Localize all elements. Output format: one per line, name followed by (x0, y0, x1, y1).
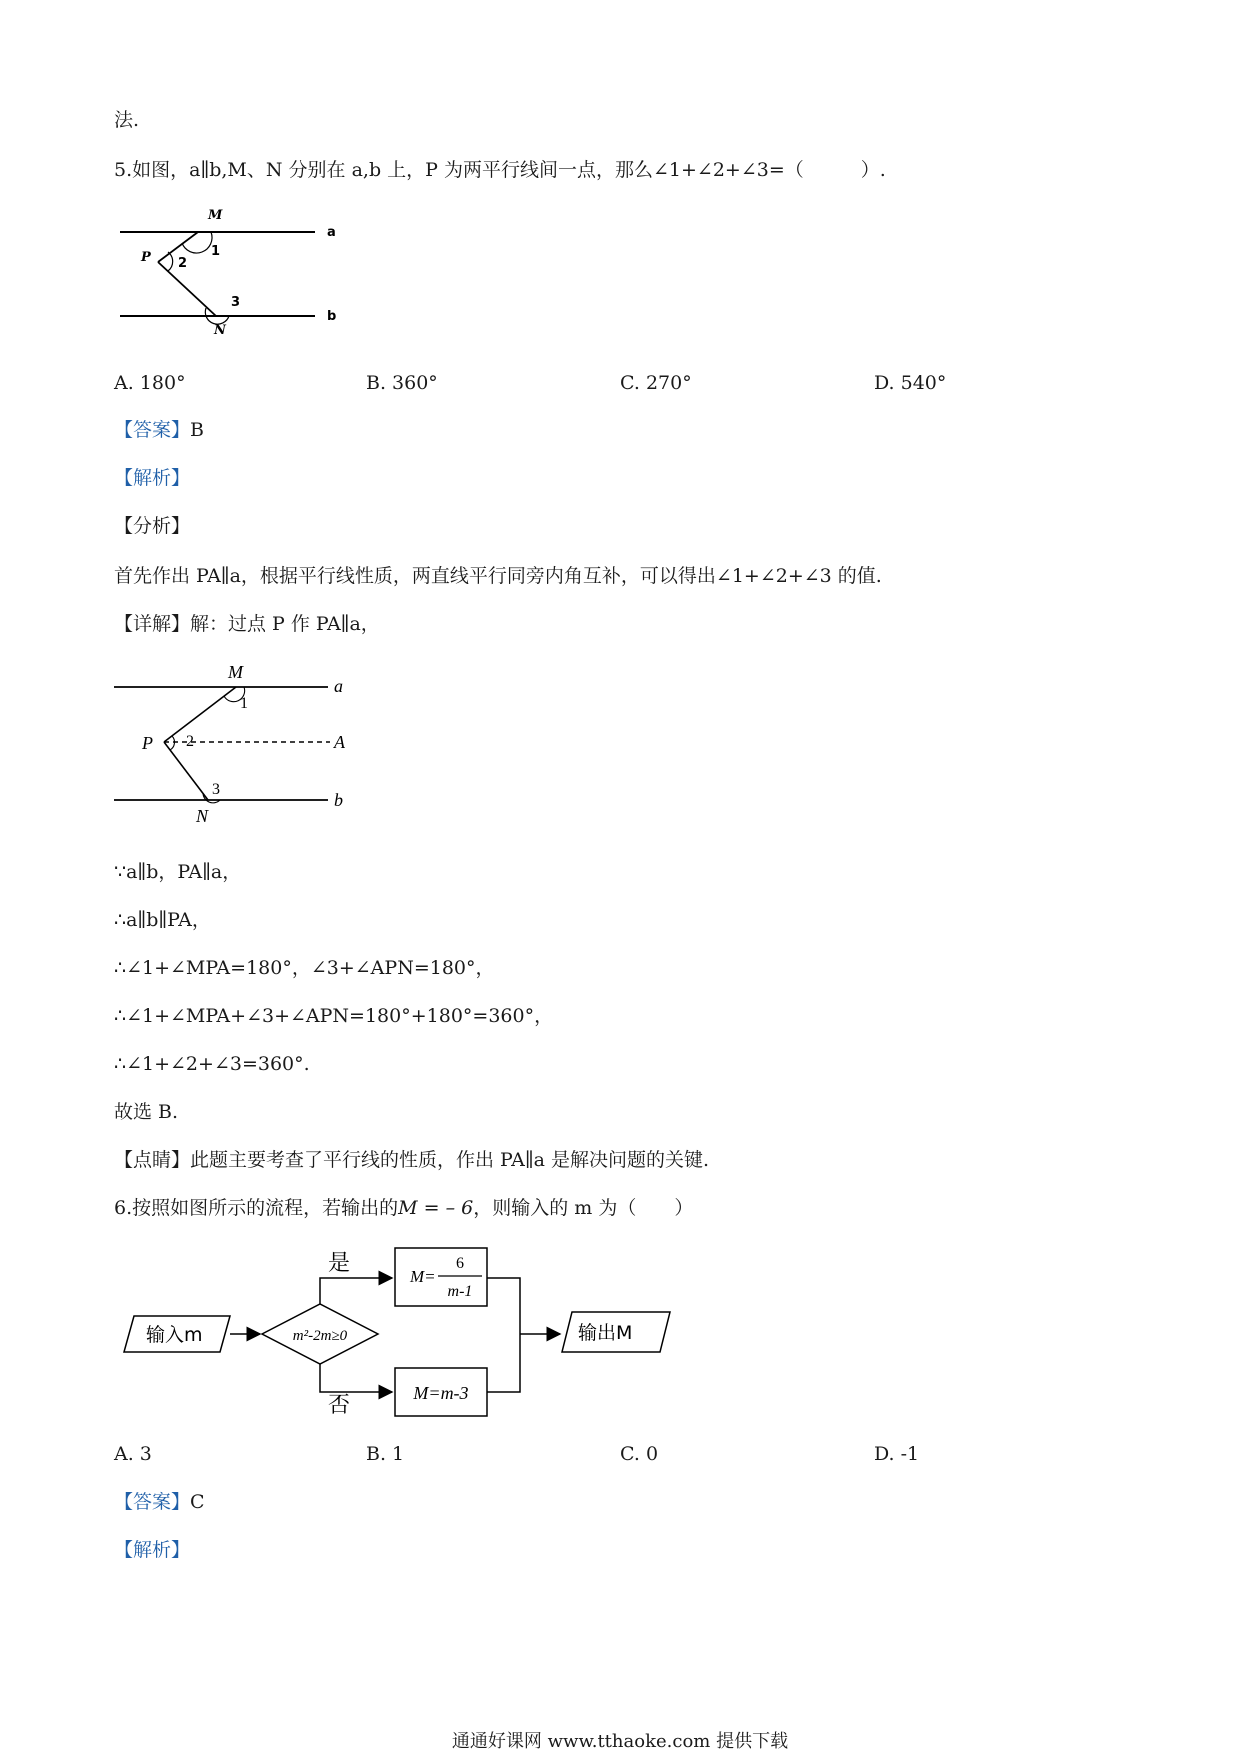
label-a: a (327, 225, 336, 240)
q5-step-2: ∴a∥b∥PA， (114, 909, 211, 931)
label-angle-1: 1 (240, 695, 248, 712)
output-label: 输出M (578, 1322, 633, 1344)
label-m: M (208, 208, 223, 223)
label-angle-3: 3 (212, 781, 220, 798)
label-angle-2: 2 (178, 256, 188, 271)
arrow-yes (320, 1278, 392, 1304)
q5-option-a: A. 180° (114, 372, 186, 394)
q6-answer-line (114, 1490, 205, 1514)
q5-stem: 5.如图，a∥b,M、N 分别在 a,b 上，P 为两平行线间一点，那么∠1+∠2+∠3=（ ）. (114, 159, 886, 181)
segment-mp (164, 687, 236, 742)
q5-conclusion: 故选 B. (114, 1101, 179, 1123)
label-angle-2: 2 (186, 733, 194, 750)
q5-fenxi-tag: 【分析】 (114, 515, 191, 537)
label-a-point: A (334, 732, 345, 752)
answer-tag: 【答案】 (114, 419, 191, 441)
arrow-no (320, 1364, 392, 1392)
label-n: N (214, 323, 226, 338)
q5-step-3: ∴∠1+∠MPA=180°，∠3+∠APN=180°， (114, 957, 495, 979)
label-n: N (196, 806, 209, 826)
q6-stem-post: ，则输入的 m 为（ ） (473, 1197, 694, 1219)
answer-tag: 【答案】 (114, 1491, 191, 1513)
q5-step-4: ∴∠1+∠MPA+∠3+∠APN=180°+180°=360°， (114, 1005, 554, 1027)
q5-xiangjie-line (114, 612, 380, 636)
label-line-a: a (334, 676, 343, 696)
angle-1-arc (182, 232, 212, 253)
no-box-label: M=m-3 (413, 1383, 469, 1403)
q6-option-a: A. 3 (114, 1443, 152, 1465)
label-b: b (327, 309, 337, 324)
q6-option-c: C. 0 (620, 1443, 659, 1465)
q5-answer-line (114, 418, 204, 442)
q6-stem-math: M = – 6 (398, 1197, 474, 1219)
q5-step-5: ∴∠1+∠2+∠3=360°. (114, 1053, 310, 1075)
dianjing-tag: 【点睛】 (114, 1149, 191, 1171)
q6-option-b: B. 1 (366, 1443, 405, 1465)
label-line-b: b (334, 790, 343, 810)
dianjing-text: 此题主要考查了平行线的性质，作出 PA∥a 是解决问题的关键. (190, 1149, 710, 1171)
q5-step-1: ∵a∥b，PA∥a， (114, 861, 242, 883)
xiangjie-tag: 【详解】 (114, 613, 191, 635)
merge-line (487, 1278, 520, 1392)
q5-answer: B (190, 419, 204, 441)
input-label: 输入m (146, 1324, 203, 1346)
yes-box-numerator: 6 (456, 1255, 464, 1272)
q5-figure-1 (110, 205, 350, 345)
label-p: P (142, 733, 153, 753)
q6-flowchart (120, 1240, 680, 1420)
segment-pn (164, 742, 208, 800)
q5-figure-2 (108, 660, 358, 830)
q5-option-d: D. 540° (874, 372, 947, 394)
q6-jiexi-tag: 【解析】 (114, 1539, 191, 1561)
label-p: P (141, 250, 151, 265)
continuation-text: 法. (114, 109, 140, 131)
q5-fenxi-text: 首先作出 PA∥a，根据平行线性质，两直线平行同旁内角互补，可以得出∠1+∠2+∠3 的值. (114, 565, 882, 587)
q6-answer: C (190, 1491, 205, 1513)
q5-option-c: C. 270° (620, 372, 692, 394)
q5-dianjing-line (114, 1148, 709, 1172)
q6-stem (114, 1196, 693, 1220)
yes-box-lhs: M= (410, 1267, 436, 1286)
label-m: M (228, 662, 243, 682)
angle-2-arc (170, 736, 174, 750)
condition-label: m²-2m≥0 (292, 1328, 348, 1344)
label-angle-3: 3 (231, 295, 241, 310)
q5-jiexi-tag: 【解析】 (114, 467, 191, 489)
yes-box-denominator: m-1 (447, 1283, 473, 1300)
label-angle-1: 1 (211, 244, 221, 259)
q5-option-b: B. 360° (366, 372, 438, 394)
xiangjie-text: 解：过点 P 作 PA∥a， (190, 613, 380, 635)
yes-box (395, 1248, 487, 1306)
footer-source-line[interactable]: 通通好课网 www.tthaoke.com 提供下载 (451, 1731, 789, 1752)
q6-option-d: D. -1 (874, 1443, 920, 1465)
no-label: 否 (328, 1393, 351, 1418)
q6-stem-pre: 6.按照如图所示的流程，若输出的 (114, 1197, 399, 1219)
yes-label: 是 (328, 1251, 351, 1276)
